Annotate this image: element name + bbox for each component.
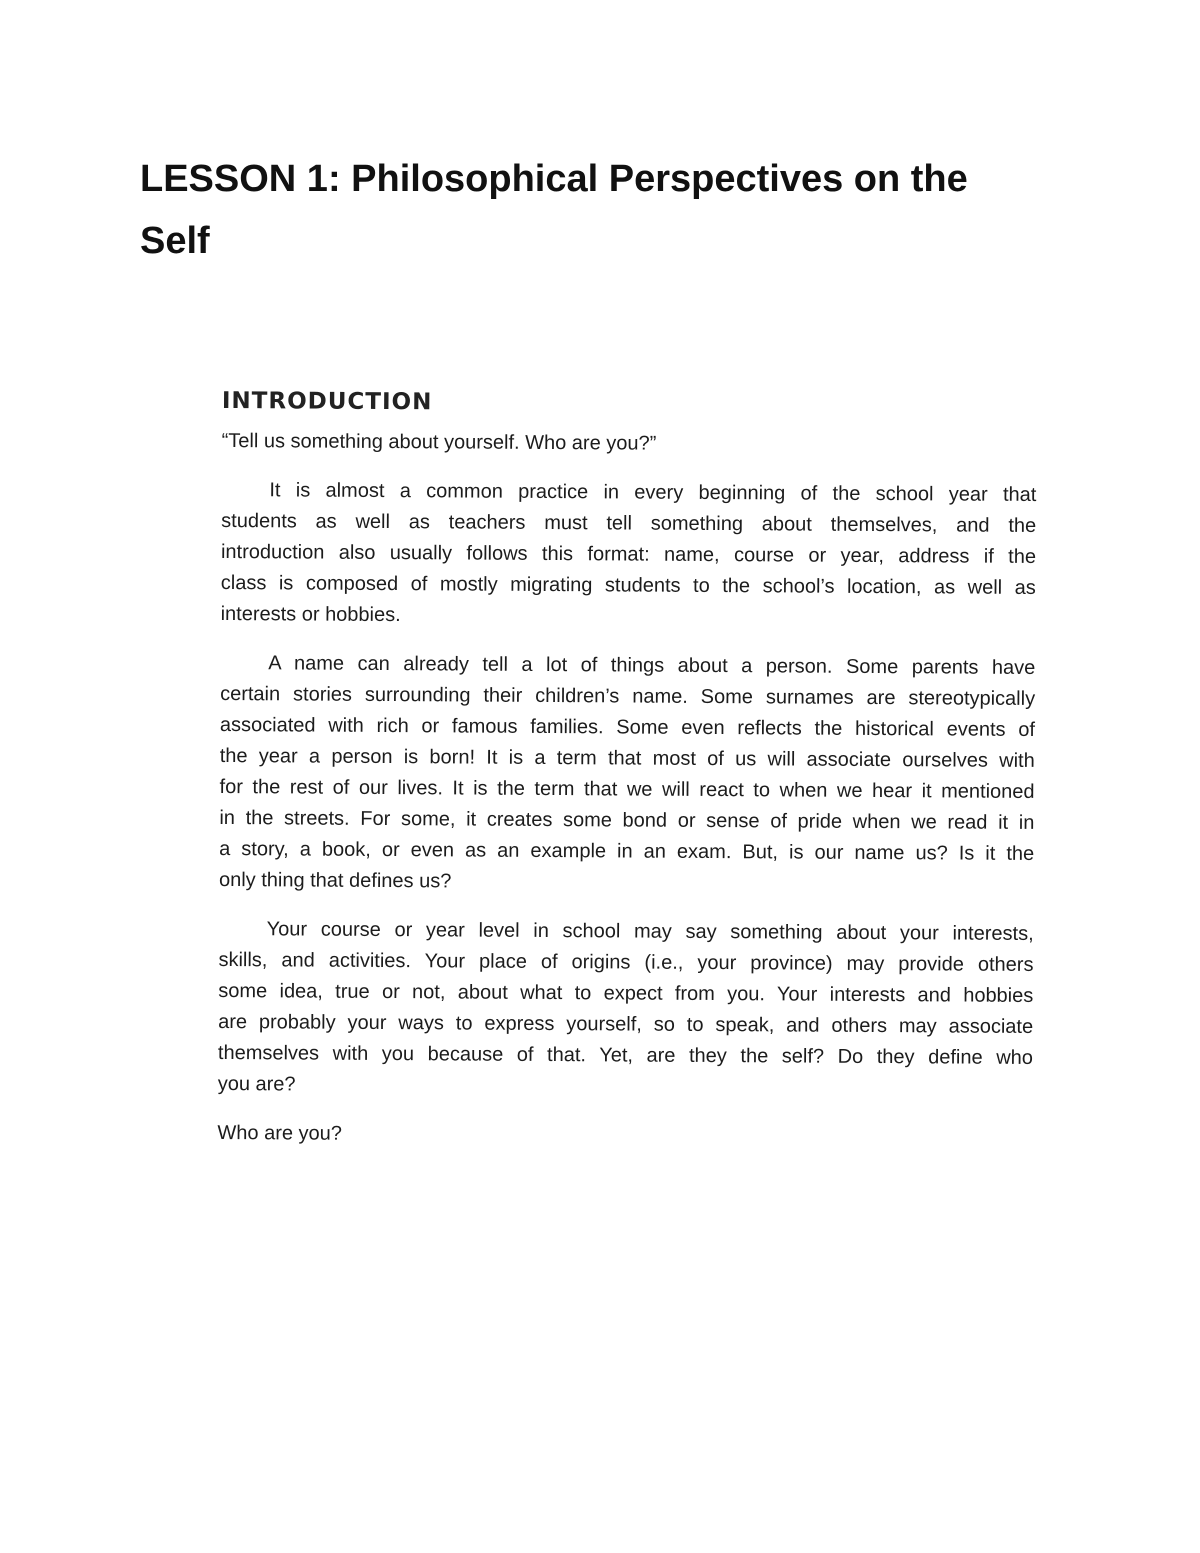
paragraph-line: you are? <box>217 1072 296 1096</box>
paragraph-line: interests or hobbies. <box>220 602 401 627</box>
paragraph-line: for the rest of our lives. It is the term that we will react to when we hear it mentioned <box>219 775 1035 803</box>
scanned-text-block <box>217 388 1037 1154</box>
paragraph-line: A name can already tell a lot of things about a person. Some parents have <box>268 652 1036 679</box>
section-heading: INTRODUCTION <box>221 388 433 416</box>
paragraph <box>221 475 1037 635</box>
paragraph-line: It is almost a common practice in every beginning of the school year that <box>269 479 1037 506</box>
closing-question: Who are you? <box>217 1121 343 1145</box>
paragraph-line: Your course or year level in school may say something about your interests, <box>266 918 1034 945</box>
paragraph-line: students as well as teachers must tell something about themselves, and the <box>221 509 1037 537</box>
paragraph-line: associated with rich or famous families. Some even reflects the historical events of <box>219 713 1035 741</box>
lesson-title: LESSON 1: Philosophical Perspectives on the Self <box>140 158 968 262</box>
paragraph-line: are probably your ways to express yourself, so to speak, and others may associate <box>218 1010 1034 1038</box>
paragraph-line: some idea, true or not, about what to expect from you. Your interests and hobbies <box>218 979 1034 1007</box>
paragraph-line: themselves with you because of that. Yet, are they the self? Do they define who <box>217 1041 1033 1069</box>
paragraph-line: introduction also usually follows this format: name, course or year, address if the <box>220 540 1037 568</box>
paragraph <box>218 914 1034 1105</box>
paragraph-line: the year a person is born! It is a term that most of us will associate ourselves with <box>219 744 1035 772</box>
paragraph-line: skills, and activities. Your place of origins (i.e., your province) may provide others <box>218 948 1034 976</box>
paragraphs <box>218 475 1037 1105</box>
paragraph-line: in the streets. For some, it creates some bond or sense of pride when we read it in <box>219 806 1035 834</box>
paragraph-line: class is composed of mostly migrating students to the school’s location, as well as <box>220 571 1036 599</box>
paragraph-line: certain stories surrounding their children’s name. Some surnames are stereotypically <box>220 682 1036 710</box>
paragraph-line: a story, a book, or even as an example in an exam. But, is our name us? Is it the <box>219 837 1035 865</box>
paragraph-line: only thing that defines us? <box>218 868 452 893</box>
opening-quote: “Tell us something about yourself. Who are you?” <box>221 429 657 455</box>
paragraph <box>219 648 1035 901</box>
